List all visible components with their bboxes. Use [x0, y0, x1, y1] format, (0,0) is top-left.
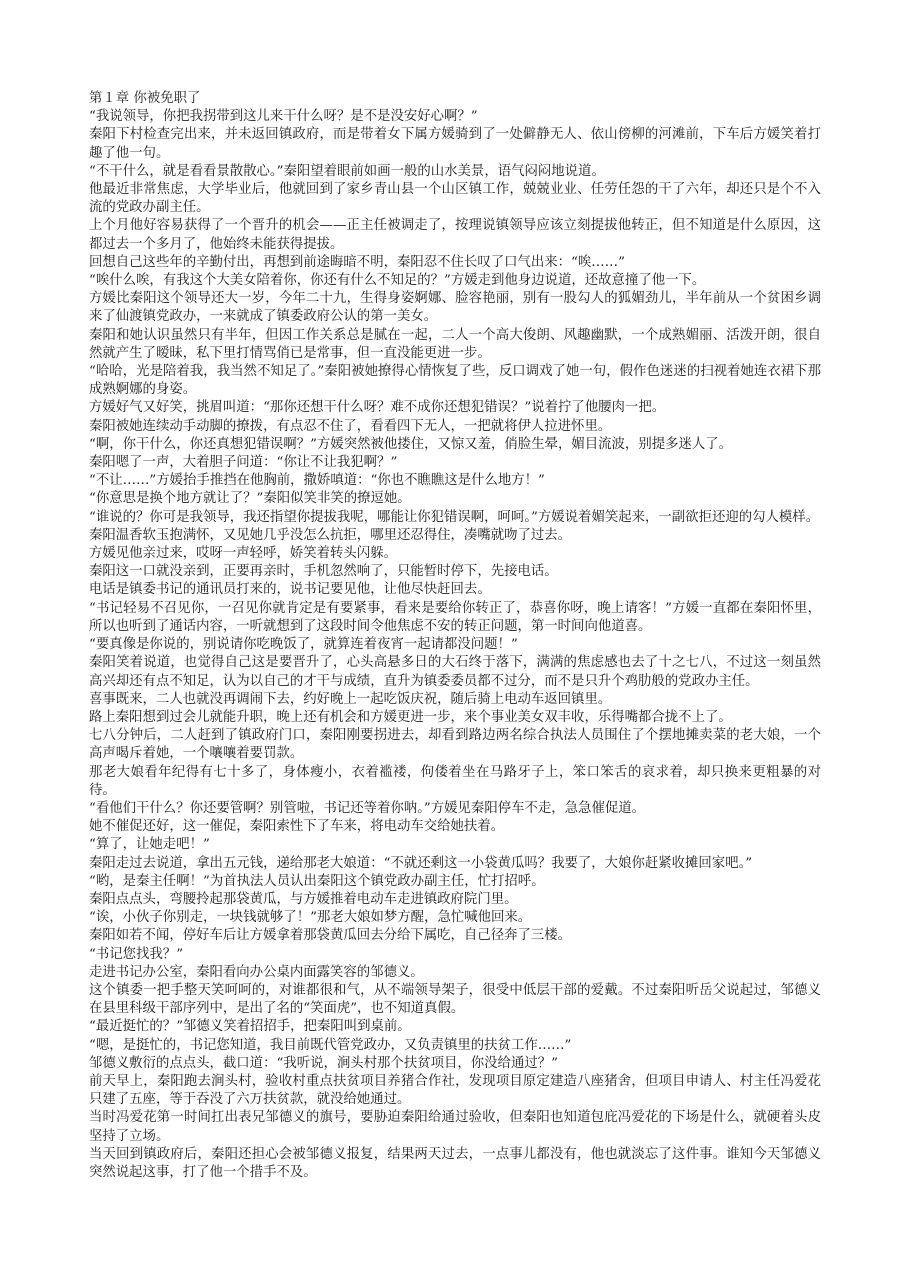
paragraph: 上个月他好容易获得了一个晋升的机会——正主任被调走了，按理说镇领导应该立刻提拔他转正，但不知道是什么原因，这都过去一个多月了，他始终未能获得提拔。: [89, 218, 821, 252]
paragraph: “算了，让她走吧！”: [89, 837, 210, 853]
paragraph: 秦阳嗯了一声，大着胆子问道：“你让不让我犯啊？”: [89, 455, 398, 471]
paragraph: 秦阳被她连续动手动脚的撩拨，有点忍不住了，看看四下无人，一把就将伊人拉进怀里。: [89, 418, 612, 434]
paragraph: 走进书记办公室，秦阳看向办公桌内面露笑容的邹德义。: [89, 964, 424, 980]
paragraph: 七八分钟后，二人赶到了镇政府门口，秦阳刚要拐进去，却看到路边两名综合执法人员围住了个摆地摊卖菜的老大娘，一个高声喝斥着她，一个嚷嚷着要罚款。: [89, 728, 821, 762]
paragraph: 秦阳和她认识虽然只有半年，但因工作关系总是腻在一起，二人一个高大俊朗、风趣幽默，一个成熟媚丽、活泼开朗，很自然就产生了暧昧，私下里打情骂俏已是常事，但一直没能更进一步。: [89, 327, 821, 361]
paragraph: “诶，小伙子你别走，一块钱就够了！”那老大娘如梦方醒，急忙喊他回来。: [89, 910, 532, 926]
paragraph: 电话是镇委书记的通讯员打来的，说书记要见他，让他尽快赶回去。: [89, 582, 491, 598]
paragraph: 路上秦阳想到过会儿就能升职，晚上还有机会和方媛更进一步，来个事业美女双丰收，乐得嘴都合拢不上了。: [89, 709, 732, 725]
paragraph: “啊，你干什么，你还真想犯错误啊？”方媛突然被他搂住，又惊又羞，俏脸生晕，媚目流波，别提多迷人了。: [89, 436, 733, 452]
document-body: [89, 90, 821, 1182]
paragraph: “书记轻易不召见你，一召见你就肯定是有要紧事，看来是要给你转正了，恭喜你呀，晚上请客！”方媛一直都在秦阳怀里，所以也听到了通话内容，一听就想到了这段时间令他焦虑不安的转正问题，第一时间向他道喜。: [89, 600, 821, 634]
paragraph: “最近挺忙的？”邹德义笑着招招手，把秦阳叫到桌前。: [89, 1019, 411, 1035]
paragraph: 喜事既来，二人也就没再调闹下去，约好晚上一起吃饭庆祝，随后骑上电动车返回镇里。: [89, 691, 612, 707]
paragraph: “你意思是换个地方就让了？”秦阳似笑非笑的撩逗她。: [89, 491, 411, 507]
paragraph: 他最近非常焦虑，大学毕业后，他就回到了家乡青山县一个山区镇工作，兢兢业业、任劳任怨的干了六年，却还只是个不入流的党政办副主任。: [89, 182, 821, 216]
paragraph: 方媛比秦阳这个领导还大一岁，今年二十九，生得身姿婀娜、脸容艳丽，别有一股勾人的狐媚劲儿，半年前从一个贫困乡调来了仙渡镇党政办，一来就成了镇委政府公认的第一美女。: [89, 291, 821, 325]
paragraph: 秦阳笑着说道，也觉得自己这是要晋升了，心头高悬多日的大石终于落下，满满的焦虑感也去了十之七八，不过这一刻虽然高兴却还有点不知足，认为以自己的才干与成绩，直升为镇委委员都不过分，而不是只升个鸡肋般的党政办主任。: [89, 655, 821, 689]
paragraph: 邹德义敷衍的点点头，截口道：“我听说，涧头村那个扶贫项目，你没给通过？”: [89, 1055, 558, 1071]
paragraph: 那老大娘看年纪得有七十多了，身体瘦小，衣着褴褛，佝偻着坐在马路牙子上，笨口笨舌的哀求着，却只换来更粗暴的对待。: [89, 764, 821, 798]
paragraph: “看他们干什么？你还要管啊？别管啦，书记还等着你呐。”方媛见秦阳停车不走，急急催促道。: [89, 800, 646, 816]
paragraph: “要真像是你说的，别说请你吃晚饭了，就算连着夜宵一起请都没问题！”: [89, 637, 518, 653]
paragraph: “书记您找我？”: [89, 946, 184, 962]
paragraph: 方媛见他亲过来，哎呀一声轻呼，娇笑着转头闪躲。: [89, 546, 397, 562]
chapter-title: 第１章 你被免职了: [89, 91, 201, 106]
paragraph: 秦阳这一口就没亲到，正要再亲时，手机忽然响了，只能暂时停下，先接电话。: [89, 564, 558, 580]
paragraph: 秦阳走过去说道，拿出五元钱，递给那老大娘道：“不就还剩这一小袋黄瓜吗？我要了，大娘你赶紧收摊回家吧。”: [89, 855, 753, 871]
paragraph: 当时冯爱花第一时间扛出表兄邹德义的旗号，要胁迫秦阳给通过验收，但秦阳也知道包庇冯爱花的下场是什么，就硬着头皮坚持了立场。: [89, 1110, 821, 1144]
paragraph: 秦阳如若不闻，停好车后让方媛拿着那袋黄瓜回去分给下属吃，自己径奔了三楼。: [89, 928, 572, 944]
paragraph: “哟，是秦主任啊！”为首执法人员认出秦阳这个镇党政办副主任，忙打招呼。: [89, 873, 545, 889]
paragraph: 秦阳温香软玉抱满怀，又见她几乎没怎么抗拒，哪里还忍得住，凑嘴就吻了过去。: [89, 527, 572, 543]
paragraph: 秦阳点点头，弯腰拎起那袋黄瓜，与方媛推着电动车走进镇政府院门里。: [89, 891, 518, 907]
paragraph: “不让……”方媛抬手推挡在他胸前，撒娇嗔道：“你也不瞧瞧这是什么地方！”: [89, 473, 545, 489]
paragraph: 方媛好气又好笑，挑眉叫道：“那你还想干什么呀？难不成你还想犯错误？”说着拧了他腰肉一把。: [89, 400, 666, 416]
paragraph: 当天回到镇政府后，秦阳还担心会被邹德义报复，结果两天过去，一点事儿都没有，他也就淡忘了这件事。谁知今天邹德义突然说起这事，打了他一个措手不及。: [89, 1146, 821, 1180]
paragraph: 前天早上，秦阳跑去涧头村，验收村重点扶贫项目养猪合作社，发现项目原定建造八座猪舍，但项目申请人、村主任冯爱花只建了五座，等于吞没了六万扶贫款，就没给她通过。: [89, 1073, 821, 1108]
paragraph: “唉什么唉，有我这个大美女陪着你，你还有什么不知足的？”方媛走到他身边说道，还故意撞了他一下。: [89, 273, 706, 289]
paragraph-list: [89, 108, 821, 1182]
paragraph: 回想自己这些年的辛勤付出，再想到前途晦暗不明，秦阳忍不住长叹了口气出来：“唉……”: [89, 254, 625, 270]
paragraph: 她不催促还好，这一催促，秦阳索性下了车来，将电动车交给她扶着。: [89, 819, 505, 835]
paragraph: “嗯，是挺忙的，书记您知道，我目前既代管党政办，又负责镇里的扶贫工作……”: [89, 1037, 572, 1053]
paragraph: “谁说的？你可是我领导，我还指望你提拔我呢，哪能让你犯错误啊，呵呵。”方媛说着媚笑起来，一副欲拒还迎的勾人模样。: [89, 509, 820, 525]
paragraph: “不干什么，就是看看景散散心。”秦阳望着眼前如画一般的山水美景，语气闷闷地说道。: [89, 163, 605, 179]
paragraph: “我说领导，你把我拐带到这儿来干什么呀？是不是没安好心啊？”: [89, 109, 478, 125]
paragraph: 秦阳下村检查完出来，并未返回镇政府，而是带着女下属方媛骑到了一处僻静无人、依山傍柳的河滩前，下车后方媛笑着打趣了他一句。: [89, 127, 821, 161]
paragraph: 这个镇委一把手整天笑呵呵的，对谁都很和气，从不端领导架子，很受中低层干部的爱戴。不过秦阳听岳父说起过，邹德义在县里科级干部序列中，是出了名的“笑面虎”，也不知道真假。: [89, 982, 821, 1017]
paragraph: “哈哈，光是陪着我，我当然不知足了。”秦阳被她撩得心情恢复了些，反口调戏了她一句，假作色迷迷的扫视着她连衣裙下那成熟婀娜的身姿。: [89, 364, 821, 398]
